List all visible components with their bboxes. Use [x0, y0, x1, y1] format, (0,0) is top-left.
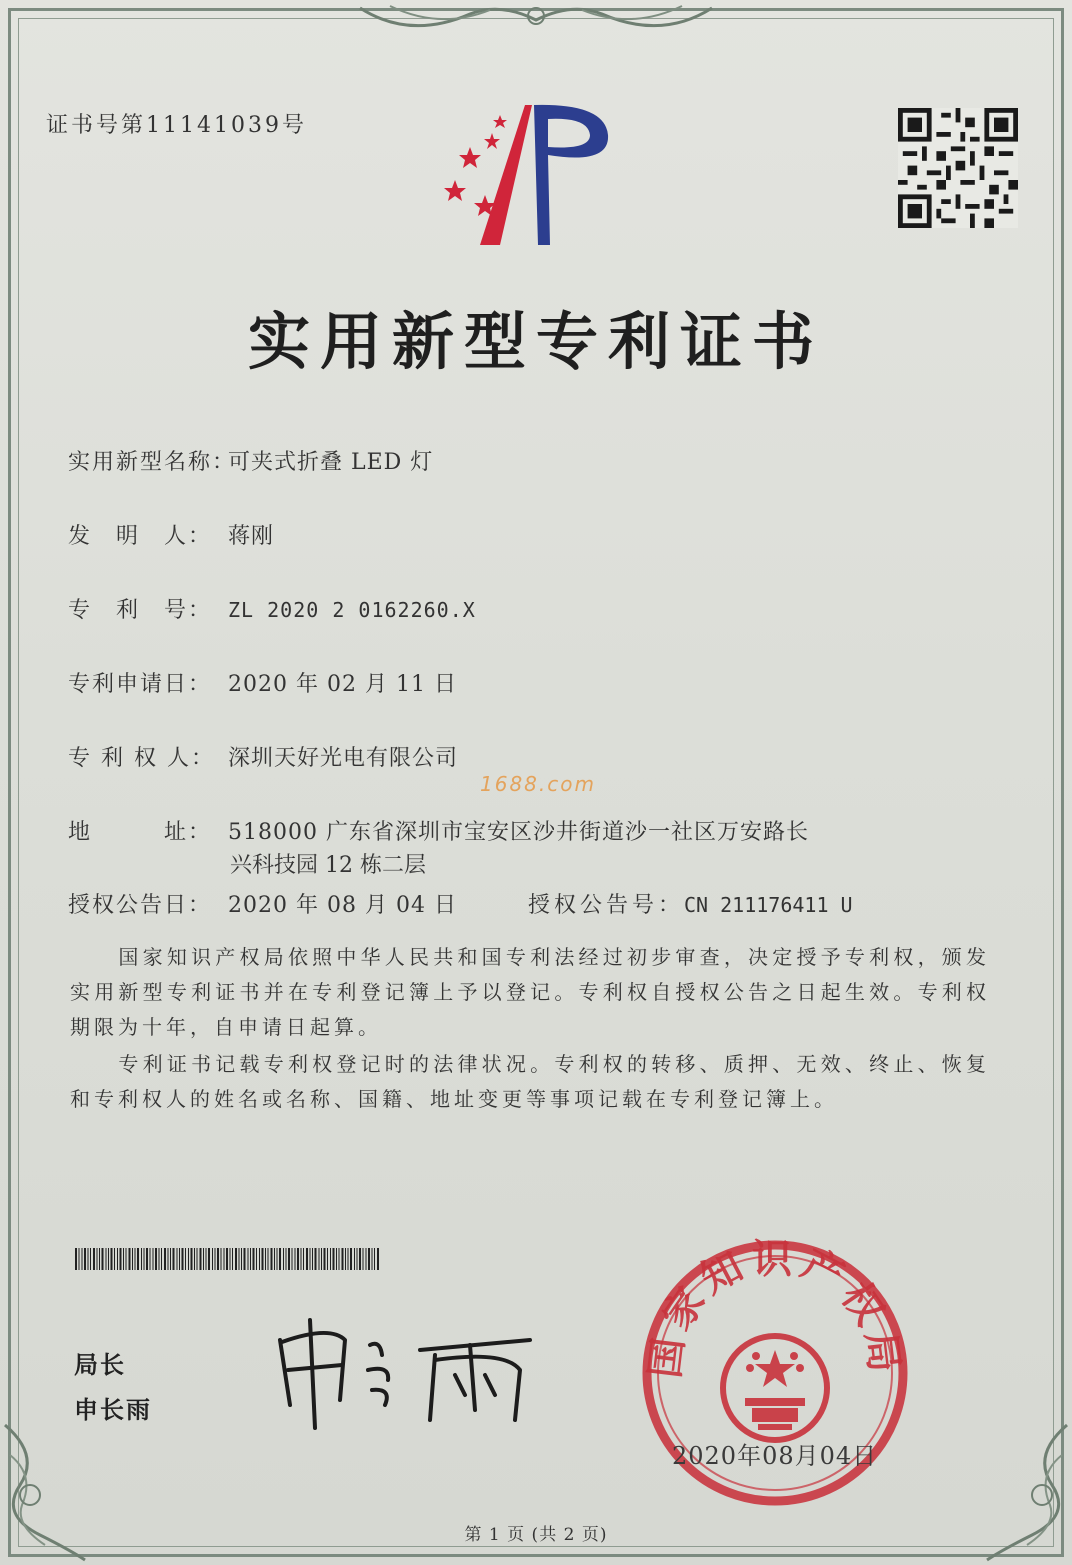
field-value: 蒋刚 — [228, 524, 275, 549]
seal-date: 2020年08月04日 — [672, 1442, 878, 1470]
national-emblem-icon — [723, 1336, 827, 1440]
field-label: 地 址： — [68, 820, 213, 845]
field-value: 深圳天好光电有限公司 — [228, 746, 459, 771]
field-grant-date — [68, 888, 457, 919]
statement-paragraph: 专利证书记载专利权登记时的法律状况。专利权的转移、质押、无效、终止、恢复和专利权人的姓名或名称、国籍、地址变更等事项记载在专利登记簿上。 — [70, 1052, 990, 1111]
field-label: 授权公告日： — [68, 893, 213, 918]
field-label: 发 明 人： — [68, 524, 213, 549]
page-indicator: 第 1 页 (共 2 页) — [464, 1525, 608, 1545]
field-inventor — [68, 519, 274, 550]
certificate-title: 实用新型专利证书 — [247, 305, 824, 378]
barcode — [75, 1248, 381, 1270]
field-utility-name — [68, 445, 433, 476]
field-patentee — [68, 741, 458, 772]
field-value: 可夹式折叠 LED 灯 — [228, 450, 434, 475]
field-label: 专 利 号： — [68, 598, 213, 623]
director-signature — [270, 1310, 540, 1430]
director-name: 申长雨 — [74, 1396, 152, 1424]
field-address — [68, 815, 809, 846]
top-ornament — [350, 0, 722, 40]
patent-office-logo — [430, 95, 630, 245]
field-label: 实用新型名称： — [68, 450, 237, 475]
director-title: 局长 — [74, 1351, 126, 1379]
qr-code — [898, 108, 1018, 228]
certificate-number: 证书号第11141039号 — [46, 113, 307, 138]
statement-paragraph: 国家知识产权局依照中华人民共和国专利法经过初步审查，决定授予专利权，颁发实用新型专利证书并在专利登记簿上予以登记。专利权自授权公告之日起生效。专利权期限为十年，自申请日起算。 — [70, 945, 990, 1039]
address-line-2: 兴科技园 12 栋二层 — [230, 853, 426, 878]
field-value: 518000 广东省深圳市宝安区沙井街道沙一社区万安路长 — [228, 820, 809, 845]
field-label: 专利申请日： — [68, 672, 213, 697]
watermark: 1688.com — [480, 772, 596, 796]
field-grant-no — [528, 888, 853, 919]
field-value: CN 211176411 U — [684, 893, 853, 917]
field-label: 授权公告号： — [528, 893, 685, 918]
field-label: 专 利 权 人： — [68, 746, 215, 771]
field-value: ZL 2020 2 0162260.X — [228, 598, 476, 622]
field-application-date — [68, 667, 457, 698]
field-value: 2020 年 08 月 04 日 — [228, 893, 457, 918]
seal-text: 国家知识产权局 — [642, 1238, 908, 1381]
field-patent-no — [68, 593, 476, 624]
field-value: 2020 年 02 月 11 日 — [228, 672, 457, 697]
